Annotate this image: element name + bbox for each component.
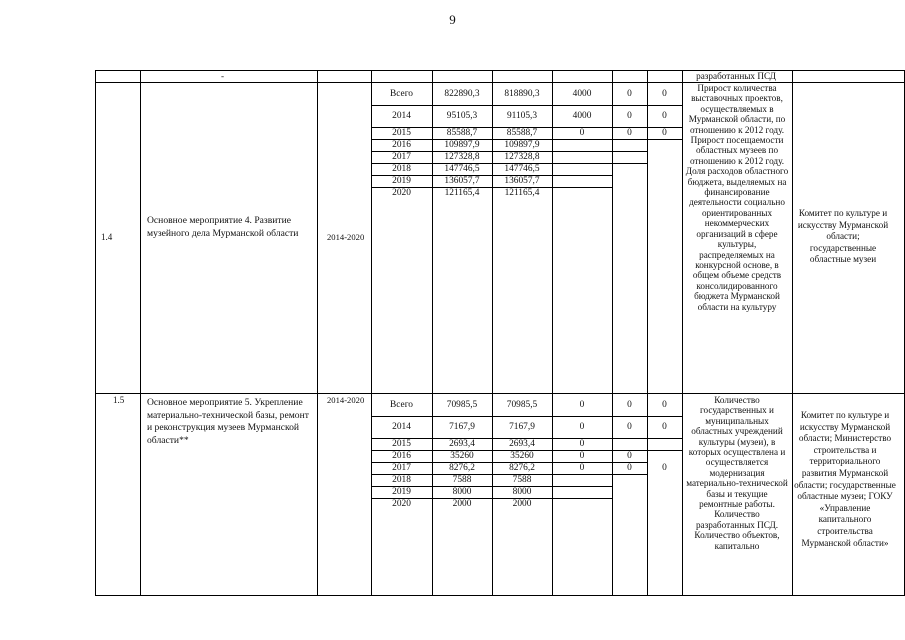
column-divider <box>95 70 96 596</box>
row-14-number: 1.4 <box>101 232 113 242</box>
funding-value: 8276,2 <box>509 462 535 473</box>
row-14-period: 2014-2020 <box>327 232 365 242</box>
table-top-border <box>95 70 905 71</box>
row-15-number: 1.5 <box>113 395 125 405</box>
year-label: Всего <box>390 88 413 99</box>
funding-value: 85588,7 <box>446 127 478 138</box>
column-divider <box>612 70 613 596</box>
year-label: 2016 <box>392 139 411 150</box>
funding-value: 0 <box>627 399 632 410</box>
year-label: 2015 <box>392 438 411 449</box>
funding-value: 0 <box>627 450 632 461</box>
funding-value: 70985,5 <box>446 399 478 410</box>
funding-value: 0 <box>627 88 632 99</box>
row-15-name: Основное мероприятие 5. Укрепление материально-технической базы, ремонт и реконструкция музеев Мурманской области** <box>147 397 309 446</box>
row-divider <box>95 393 905 394</box>
funding-value: 0 <box>662 88 667 99</box>
row-divider <box>95 82 905 83</box>
year-label: 2019 <box>392 175 411 186</box>
funding-value: 70985,5 <box>506 399 538 410</box>
top-mark: - <box>221 71 225 81</box>
funding-value: 0 <box>627 127 632 138</box>
year-label: 2018 <box>392 474 411 485</box>
funding-value: 109897,9 <box>444 139 480 150</box>
funding-value: 0 <box>579 462 585 473</box>
year-row-divider <box>371 105 682 106</box>
year-label: 2020 <box>392 187 411 198</box>
year-label: 2017 <box>392 151 411 162</box>
row-14-indicators: Прирост количества выставочных проектов, осуществляемых в Мурманской области, по отношению к 2012 году. Прирост посещаемости областных музеев по отношению к 2012 году. Доля расходов областного бюджета, выделяемых на финансирование деятельности социально ориентированных некоммерческих организаций в сфере культуры, распределяемых на конкурсной основе, в общем объеме средств консолидированного бюджета Мурманской области на культуру <box>685 83 789 312</box>
funding-value: 0 <box>579 127 585 138</box>
funding-value: 0 <box>579 421 585 432</box>
funding-value: 147746,5 <box>444 163 480 174</box>
funding-value: 0 <box>579 399 585 410</box>
funding-value: 136057,7 <box>444 175 480 186</box>
funding-value: 95105,3 <box>446 110 478 121</box>
funding-value: 35260 <box>510 450 534 461</box>
column-divider <box>552 70 553 596</box>
funding-value: 4000 <box>572 110 592 121</box>
year-label: 2014 <box>392 110 411 121</box>
funding-value: 121165,4 <box>504 187 540 198</box>
funding-value: 2000 <box>512 498 532 509</box>
year-label: 2020 <box>392 498 411 509</box>
funding-value: 2693,4 <box>449 438 475 449</box>
funding-value: 0 <box>662 421 667 432</box>
row-14-name: Основное мероприятие 4. Развитие музейного дела Мурманской области <box>147 215 299 239</box>
funding-value: 8276,2 <box>449 462 475 473</box>
funding-value: 147746,5 <box>504 163 540 174</box>
year-label: 2017 <box>392 462 411 473</box>
funding-value: 0 <box>579 438 585 449</box>
funding-value: 0 <box>627 421 632 432</box>
funding-value: 7167,9 <box>509 421 535 432</box>
row-14-executor: Комитет по культуре и искусству Мурманской области; государственные областные музеи <box>797 208 889 265</box>
year-label: 2014 <box>392 421 411 432</box>
row-15-executor: Комитет по культуре и искусству Мурманской области; Министерство строительства и территориального развития Мурманской области; государственные областные музеи; ГОКУ «Управление капитального строительства Мурманской области» <box>794 410 896 548</box>
funding-value: 0 <box>579 450 585 461</box>
column-divider <box>647 70 648 596</box>
year-label: 2018 <box>392 163 411 174</box>
funding-value: 127328,8 <box>504 151 540 162</box>
funding-value: 0 <box>662 399 667 410</box>
funding-value: 822890,3 <box>444 88 480 99</box>
funding-value: 136057,7 <box>504 175 540 186</box>
funding-value: 2693,4 <box>509 438 535 449</box>
funding-value: 121165,4 <box>444 187 480 198</box>
year-label: Всего <box>390 399 413 410</box>
funding-value: 91105,3 <box>506 110 538 121</box>
funding-value: 8000 <box>512 486 532 497</box>
funding-value: 35260 <box>450 450 474 461</box>
year-label: 2016 <box>392 450 411 461</box>
program-table <box>95 70 905 596</box>
column-divider <box>682 70 683 596</box>
column-divider <box>317 70 318 596</box>
page-number: 9 <box>449 12 456 27</box>
row-15-indicators: Количество государственных и муниципальных областных учреждений культуры (музеи), в которых осуществлена и осуществляется модернизация материально-технической базы и текущие ремонтные работы. Количество разработанных ПСД. Количество объектов, капитально <box>686 395 788 551</box>
funding-value: 4000 <box>572 88 592 99</box>
funding-value: 0 <box>662 462 667 473</box>
table-bottom-border <box>95 595 905 596</box>
column-divider <box>140 70 141 596</box>
funding-value: 2000 <box>452 498 472 509</box>
column-divider <box>792 70 793 596</box>
funding-value: 127328,8 <box>444 151 480 162</box>
top-indicator: разработанных ПСД <box>696 71 776 81</box>
year-label: 2019 <box>392 486 411 497</box>
funding-value: 0 <box>627 462 632 473</box>
year-label: 2015 <box>392 127 411 138</box>
row-15-period: 2014-2020 <box>327 395 365 405</box>
funding-value: 818890,3 <box>504 88 540 99</box>
funding-value: 7588 <box>452 474 472 485</box>
funding-value: 0 <box>662 127 667 138</box>
funding-value: 0 <box>627 110 632 121</box>
funding-value: 7588 <box>512 474 532 485</box>
funding-value: 8000 <box>452 486 472 497</box>
funding-value: 7167,9 <box>449 421 475 432</box>
funding-value: 109897,9 <box>504 139 540 150</box>
funding-value: 85588,7 <box>506 127 538 138</box>
funding-value: 0 <box>662 110 667 121</box>
year-row-divider <box>371 416 682 417</box>
